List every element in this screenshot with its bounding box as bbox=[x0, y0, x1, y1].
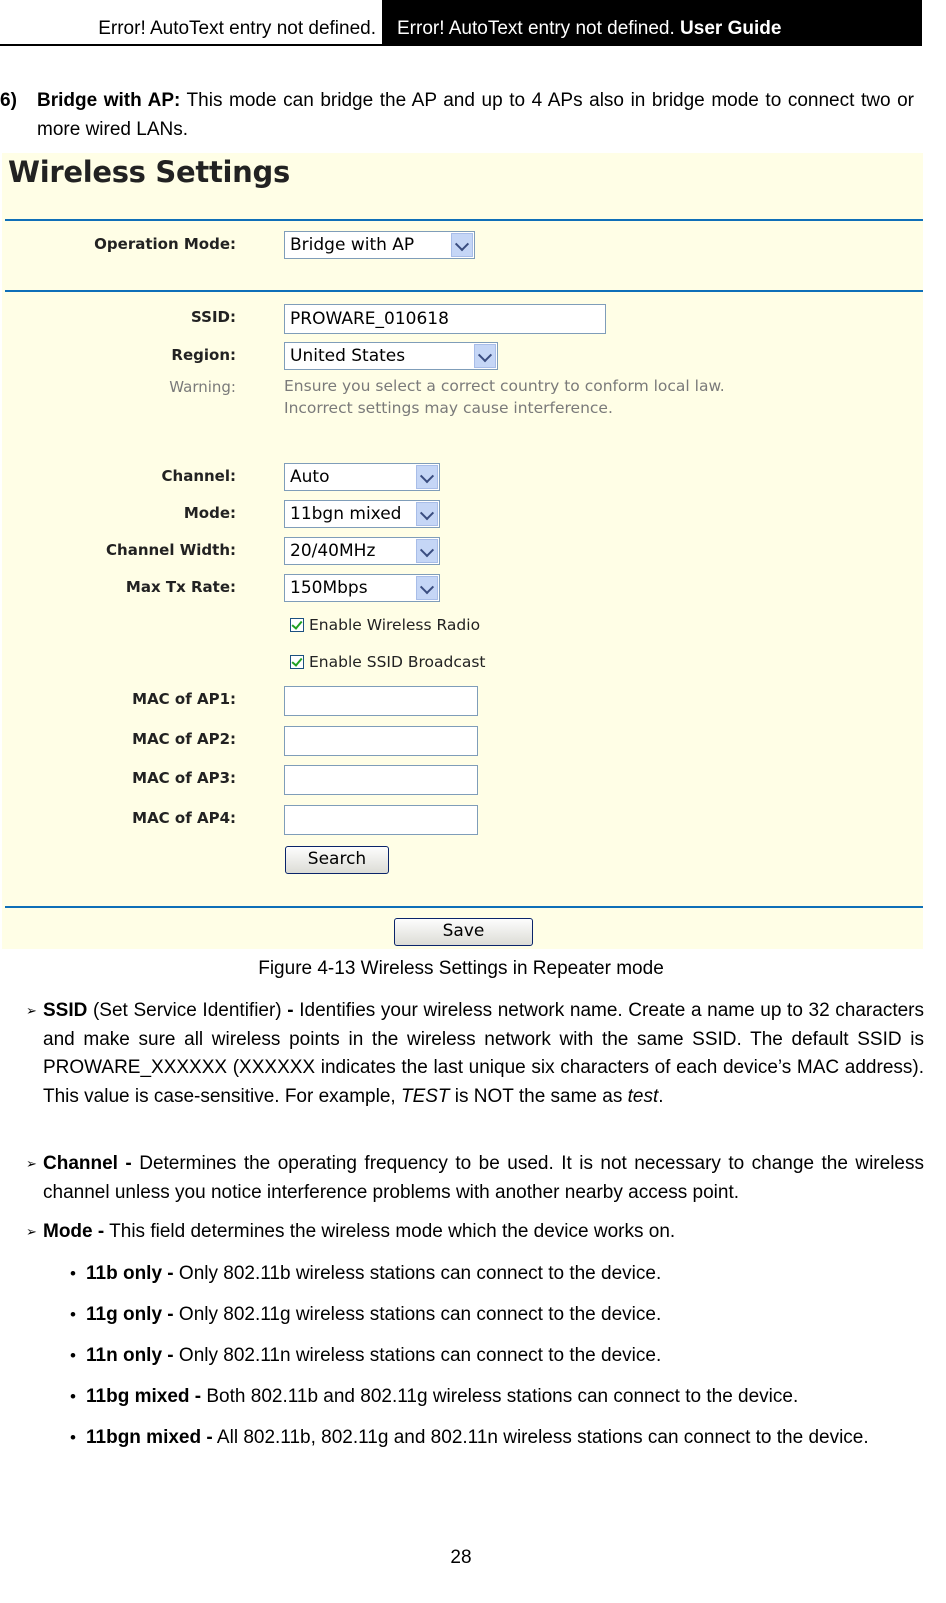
region-select[interactable] bbox=[284, 342, 498, 370]
divider bbox=[5, 906, 923, 908]
search-button[interactable]: Search bbox=[285, 846, 389, 874]
warning-line-1: Ensure you select a correct country to conform local law. bbox=[284, 377, 725, 395]
b-only-text: Only 802.11b wireless stations can connect to the device. bbox=[173, 1263, 662, 1284]
arrow-bullet-icon: ➢ bbox=[26, 1156, 37, 1171]
mac-ap2-input[interactable] bbox=[284, 726, 478, 756]
chevron-down-icon bbox=[451, 233, 473, 257]
ssid-italic-1: TEST bbox=[400, 1085, 450, 1107]
bg-mixed-text: Both 802.11b and 802.11g wireless stations can connect to the device. bbox=[201, 1386, 799, 1407]
warning-line-2: Incorrect settings may cause interference. bbox=[284, 399, 613, 417]
mode-bullet bbox=[26, 1218, 924, 1247]
ssid-text-1: (Set Service Identifier) bbox=[87, 1000, 288, 1021]
mac-ap3-label: MAC of AP3: bbox=[132, 769, 236, 787]
g-only-bullet bbox=[70, 1301, 922, 1330]
mode-label: Mode: bbox=[183, 504, 236, 522]
max-tx-rate-select[interactable] bbox=[284, 574, 440, 602]
mac-ap2-label: MAC of AP2: bbox=[132, 730, 236, 748]
mode-value: 11bgn mixed bbox=[290, 504, 402, 524]
divider bbox=[5, 290, 923, 292]
intro-text bbox=[37, 86, 914, 144]
channel-value: Auto bbox=[290, 467, 330, 487]
ssid-italic-2: test bbox=[627, 1085, 659, 1107]
n-only-bullet bbox=[70, 1342, 922, 1371]
chevron-down-icon bbox=[416, 539, 438, 563]
bgn-mixed-text: All 802.11b, 802.11g and 802.11n wireless stations can connect to the device. bbox=[212, 1427, 869, 1448]
enable-ssid-broadcast-checkbox[interactable] bbox=[290, 653, 486, 671]
arrow-bullet-icon: ➢ bbox=[26, 1003, 37, 1018]
operation-mode-select[interactable] bbox=[284, 231, 475, 259]
arrow-bullet-icon: ➢ bbox=[26, 1224, 37, 1239]
chevron-down-icon bbox=[416, 465, 438, 489]
bgn-mixed-bold: 11bgn mixed - bbox=[86, 1427, 213, 1448]
channel-select[interactable] bbox=[284, 463, 440, 491]
header-right-text: Error! AutoText entry not defined. bbox=[397, 18, 675, 39]
mac-ap1-input[interactable] bbox=[284, 686, 478, 716]
channel-width-select[interactable] bbox=[284, 537, 440, 565]
ssid-dash: - bbox=[287, 1000, 294, 1021]
g-only-bold: 11g only - bbox=[86, 1304, 174, 1325]
mac-ap4-label: MAC of AP4: bbox=[132, 809, 236, 827]
ssid-bold: SSID bbox=[43, 1000, 88, 1021]
divider bbox=[5, 219, 923, 221]
dot-bullet-icon: • bbox=[70, 1305, 76, 1324]
channel-width-value: 20/40MHz bbox=[290, 541, 376, 561]
chevron-down-icon bbox=[416, 576, 438, 600]
panel-title: Wireless Settings bbox=[8, 155, 290, 189]
checkbox-checked-icon bbox=[290, 618, 304, 632]
max-tx-rate-label: Max Tx Rate: bbox=[125, 578, 236, 596]
mode-select[interactable] bbox=[284, 500, 440, 528]
page-number: 28 bbox=[450, 1547, 472, 1568]
operation-mode-value: Bridge with AP bbox=[290, 235, 415, 255]
region-value: United States bbox=[290, 346, 406, 366]
chevron-down-icon bbox=[474, 344, 496, 368]
save-button[interactable]: Save bbox=[394, 918, 533, 946]
channel-bullet bbox=[26, 1150, 924, 1207]
bg-mixed-bold: 11bg mixed - bbox=[86, 1386, 202, 1407]
ssid-text-2: Identifies your wireless network name. Create a name up to 32 characters and make sure all wireless points in the wireless network with the same SSID. The default SSID is PROWARE_XXXXXX (XXXXXX indicates the last unique six characters of each device’s MAC address). This value is case-sensitive. For example, bbox=[43, 1000, 924, 1107]
region-label: Region: bbox=[171, 346, 236, 364]
max-tx-rate-value: 150Mbps bbox=[290, 578, 368, 598]
enable-wireless-radio-checkbox[interactable] bbox=[290, 616, 480, 634]
page-header bbox=[0, 0, 922, 46]
mac-ap4-input[interactable] bbox=[284, 805, 478, 835]
header-user-guide: User Guide bbox=[680, 18, 782, 39]
channel-width-label: Channel Width: bbox=[106, 541, 236, 559]
ssid-text-3: is NOT the same as bbox=[449, 1085, 628, 1107]
ssid-text-4: . bbox=[658, 1085, 664, 1107]
intro-body: This mode can bridge the AP and up to 4 APs also in bridge mode to connect two or more wired LANs. bbox=[37, 90, 914, 140]
wireless-settings-screenshot bbox=[2, 153, 923, 949]
warning-text bbox=[284, 375, 725, 419]
operation-mode-label: Operation Mode: bbox=[94, 235, 236, 253]
ssid-input[interactable]: PROWARE_010618 bbox=[284, 304, 606, 334]
g-only-text: Only 802.11g wireless stations can connect to the device. bbox=[173, 1304, 662, 1325]
figure-caption: Figure 4-13 Wireless Settings in Repeater mode bbox=[258, 958, 664, 979]
chevron-down-icon bbox=[416, 502, 438, 526]
mode-text: This field determines the wireless mode which the device works on. bbox=[104, 1221, 676, 1242]
n-only-bold: 11n only - bbox=[86, 1345, 174, 1366]
enable-ssid-broadcast-label: Enable SSID Broadcast bbox=[309, 653, 486, 671]
header-left-text: Error! AutoText entry not defined. bbox=[98, 18, 376, 39]
channel-bold: Channel - bbox=[43, 1153, 132, 1174]
mac-ap3-input[interactable] bbox=[284, 765, 478, 795]
channel-label: Channel: bbox=[161, 467, 236, 485]
ssid-bullet bbox=[26, 997, 924, 1111]
dot-bullet-icon: • bbox=[70, 1428, 76, 1447]
bgn-mixed-bullet bbox=[70, 1424, 922, 1453]
channel-text: Determines the operating frequency to be used. It is not necessary to change the wireless channel unless you notice interference problems with another nearby access point. bbox=[43, 1153, 924, 1203]
bg-mixed-bullet bbox=[70, 1383, 922, 1412]
dot-bullet-icon: • bbox=[70, 1387, 76, 1406]
ssid-label: SSID: bbox=[191, 308, 236, 326]
dot-bullet-icon: • bbox=[70, 1264, 76, 1283]
n-only-text: Only 802.11n wireless stations can connect to the device. bbox=[173, 1345, 662, 1366]
warning-label: Warning: bbox=[169, 378, 236, 396]
b-only-bullet bbox=[70, 1260, 922, 1289]
checkbox-checked-icon bbox=[290, 655, 304, 669]
dot-bullet-icon: • bbox=[70, 1346, 76, 1365]
b-only-bold: 11b only - bbox=[86, 1263, 174, 1284]
intro-number: 6) bbox=[0, 90, 17, 111]
mode-bold: Mode - bbox=[43, 1221, 105, 1242]
intro-bold: Bridge with AP: bbox=[37, 90, 181, 111]
enable-wireless-radio-label: Enable Wireless Radio bbox=[309, 616, 481, 634]
header-right bbox=[382, 0, 922, 44]
mac-ap1-label: MAC of AP1: bbox=[132, 690, 236, 708]
